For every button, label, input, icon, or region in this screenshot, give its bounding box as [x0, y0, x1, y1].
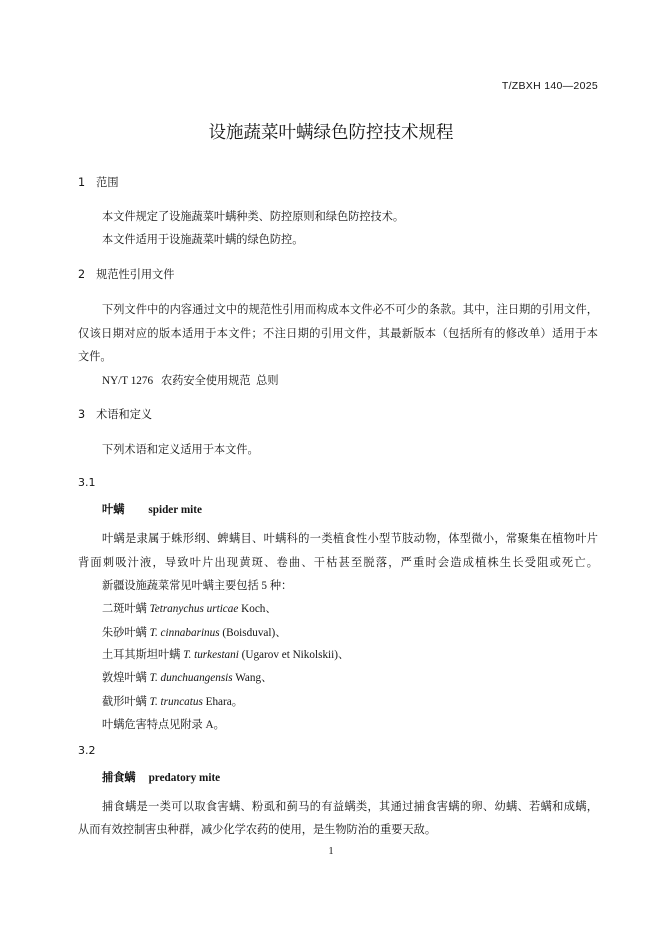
species-author: Koch、 [241, 603, 277, 615]
section-title: 术语和定义 [96, 408, 153, 421]
paragraph-line: 文件。 [78, 351, 112, 363]
clause-3-2-number: 3.2 [78, 744, 96, 757]
definition-line: 叶螨是隶属于蛛形纲、蜱螨目、叶螨科的一类植食性小型节肢动物，体型微小，常聚集在植物叶片 [102, 533, 598, 545]
annex-note: 叶螨危害特点见附录 A。 [102, 719, 225, 731]
section-1-heading [78, 175, 119, 191]
species-scientific-name: T. cinnabarinus [149, 627, 220, 639]
paragraph-line: 本文件规定了设施蔬菜叶螨种类、防控原则和绿色防控技术。 [102, 211, 405, 223]
species-author: (Boisduval)、 [222, 627, 287, 639]
paragraph-line: 下列术语和定义适用于本文件。 [102, 444, 259, 456]
paragraph-line: 仅该日期对应的版本适用于本文件；不注日期的引用文件，其最新版本（包括所有的修改单）适用于本 [78, 328, 598, 340]
species-item [102, 670, 598, 686]
section-2-heading [78, 267, 174, 283]
species-scientific-name: T. turkestani [183, 649, 239, 661]
species-scientific-name: T. truncatus [149, 696, 203, 708]
species-list-intro: 新疆设施蔬菜常见叶螨主要包括 5 种： [102, 580, 293, 592]
species-item [102, 694, 598, 710]
document-title: 设施蔬菜叶螨绿色防控技术规程 [208, 123, 454, 143]
species-item [102, 601, 598, 617]
normative-reference [102, 373, 598, 389]
species-item [102, 647, 598, 663]
species-author: Ehara。 [205, 696, 243, 708]
species-common-name: 土耳其斯坦叶螨 [102, 649, 181, 661]
species-common-name: 朱砂叶螨 [102, 627, 147, 639]
definition-line: 从而有效控制害虫种群，减少化学农药的使用，是生物防治的重要天敌。 [78, 824, 437, 836]
term-3-1 [102, 502, 202, 518]
section-number: 3 [78, 408, 86, 421]
species-common-name: 二斑叶螨 [102, 603, 147, 615]
term-english: spider mite [148, 504, 202, 516]
paragraph-line: 本文件适用于设施蔬菜叶螨的绿色防控。 [102, 234, 304, 246]
species-common-name: 敦煌叶螨 [102, 672, 147, 684]
species-scientific-name: T. dunchuangensis [149, 672, 233, 684]
term-3-2 [102, 770, 220, 786]
definition-line: 捕食螨是一类可以取食害螨、粉虱和蓟马的有益螨类，其通过捕食害螨的卵、幼螨、若螨和成螨， [102, 801, 598, 813]
term-chinese: 叶螨 [102, 503, 125, 516]
document-code: T/ZBXH 140—2025 [501, 80, 598, 92]
section-number: 2 [78, 268, 86, 281]
species-common-name: 截形叶螨 [102, 696, 147, 708]
reference-title: 农药安全使用规范 总则 [161, 375, 279, 387]
species-author: (Ugarov et Nikolskii)、 [241, 649, 350, 661]
reference-code: NY/T 1276 [102, 375, 154, 387]
section-title: 规范性引用文件 [96, 268, 175, 281]
species-author: Wang、 [235, 672, 273, 684]
paragraph-line: 下列文件中的内容通过文中的规范性引用而构成本文件必不可少的条款。其中，注日期的引用文件， [102, 304, 598, 316]
page-number: 1 [328, 846, 334, 857]
section-number: 1 [78, 176, 86, 189]
section-3-heading [78, 407, 152, 423]
clause-3-1-number: 3.1 [78, 476, 96, 489]
definition-line: 背面刺吸汁液，导致叶片出现黄斑、卷曲、干枯甚至脱落，严重时会造成植株生长受阻或死亡。 [78, 557, 598, 569]
species-item [102, 625, 598, 641]
term-english: predatory mite [148, 772, 221, 784]
species-scientific-name: Tetranychus urticae [149, 603, 239, 615]
term-chinese: 捕食螨 [102, 771, 136, 784]
section-title: 范围 [96, 176, 119, 189]
